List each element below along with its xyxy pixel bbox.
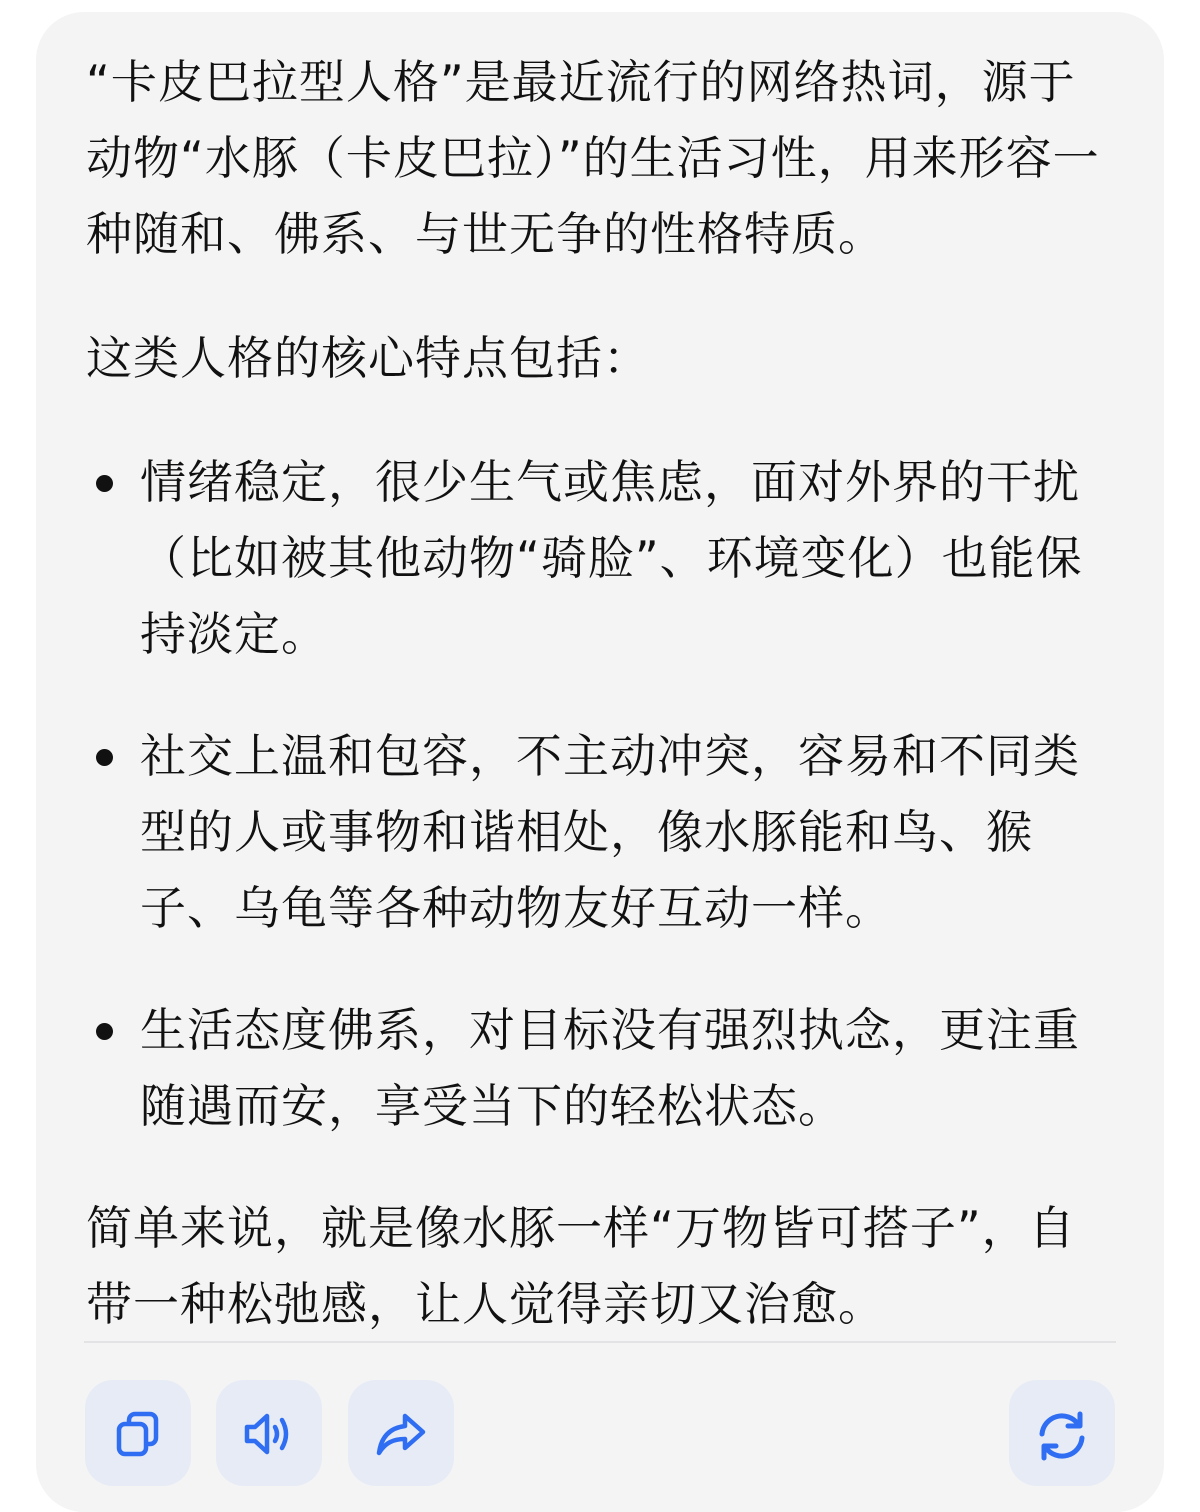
- list-item-text: 生活态度佛系，对目标没有强烈执念，更注重随遇而安，享受当下的轻松状态。: [140, 1003, 1080, 1133]
- speaker-icon: [241, 1408, 297, 1460]
- bullet-dot: [96, 475, 113, 492]
- list-item: [86, 444, 1116, 672]
- share-icon: [373, 1408, 429, 1460]
- list-item: [86, 718, 1116, 946]
- refresh-icon: [1032, 1408, 1092, 1464]
- list-item-text: 社交上温和包容，不主动冲突，容易和不同类型的人或事物和谐相处，像水豚能和鸟、猴子、乌龟等各种动物友好互动一样。: [140, 729, 1080, 935]
- copy-icon: [112, 1408, 164, 1460]
- message-content: [86, 44, 1116, 1342]
- share-button[interactable]: [348, 1380, 454, 1486]
- summary-paragraph: 简单来说，就是像水豚一样“万物皆可搭子”，自带一种松弛感，让人觉得亲切又治愈。: [86, 1201, 1076, 1331]
- lead-paragraph: 这类人格的核心特点包括：: [86, 331, 650, 385]
- regenerate-button[interactable]: [1009, 1380, 1115, 1486]
- action-divider: [84, 1341, 1116, 1343]
- list-item-text: 情绪稳定，很少生气或焦虑，面对外界的干扰（比如被其他动物“骑脸”、环境变化）也能保持淡定。: [140, 455, 1083, 661]
- bullet-dot: [96, 1023, 113, 1040]
- read-aloud-button[interactable]: [216, 1380, 322, 1486]
- list-item: [86, 992, 1116, 1144]
- bullet-dot: [96, 749, 113, 766]
- copy-button[interactable]: [85, 1380, 191, 1486]
- intro-paragraph: “卡皮巴拉型人格”是最近流行的网络热词，源于动物“水豚（卡皮巴拉）”的生活习性，用来形容一种随和、佛系、与世无争的性格特质。: [86, 55, 1100, 261]
- feature-list: [86, 444, 1116, 1144]
